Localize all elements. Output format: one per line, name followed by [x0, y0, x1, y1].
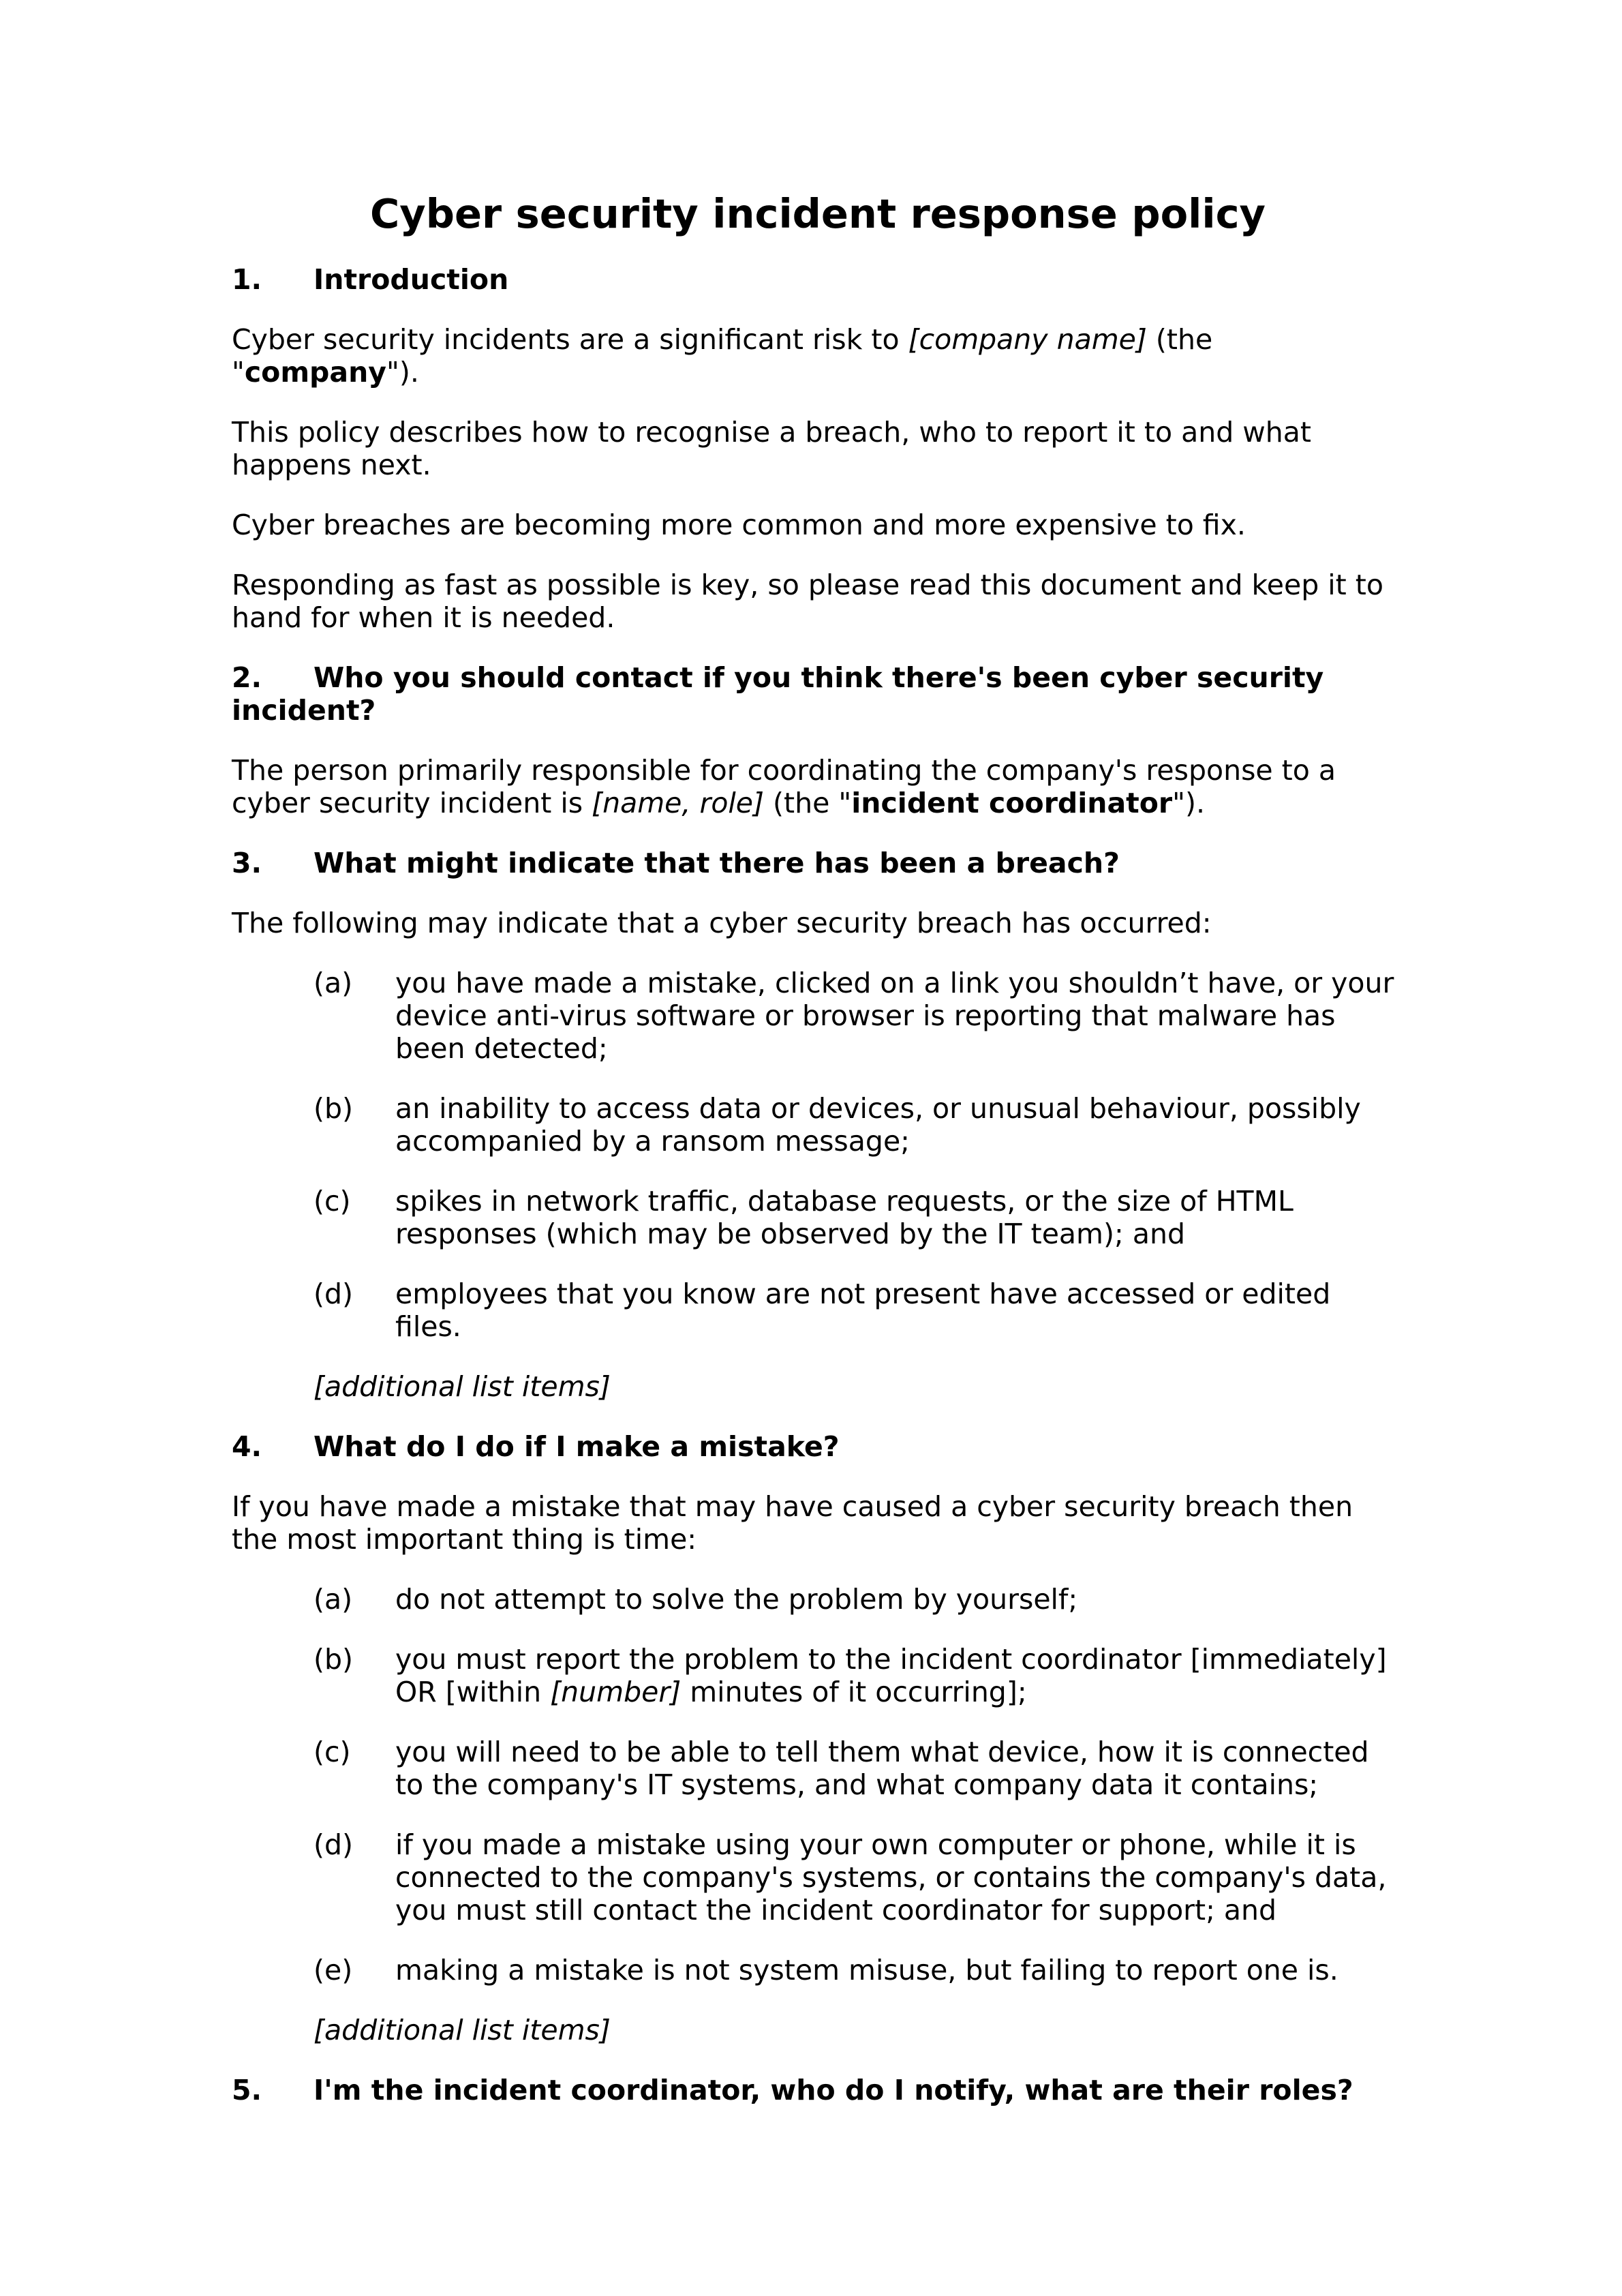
placeholder-text: [number] — [550, 1676, 682, 1708]
section-heading-3 — [232, 847, 1404, 879]
paragraph — [232, 754, 1404, 819]
placeholder-text: [name, role] — [592, 787, 765, 819]
list-item-text: employees that you know are not present have accessed or edited files. — [395, 1278, 1331, 1343]
text-run: minutes of it occurring]; — [681, 1676, 1027, 1708]
section-number: 5. — [232, 2074, 262, 2106]
additional-items-placeholder: [additional list items] — [313, 1370, 611, 1403]
section-heading-1 — [232, 263, 1404, 296]
list-marker: (d) — [313, 1278, 354, 1310]
paragraph: If you have made a mistake that may have caused a cyber security breach then the most important thing is time: — [232, 1490, 1353, 1556]
list-item — [313, 1185, 1404, 1250]
section-title: Introduction — [313, 263, 509, 296]
list-item-text: you will need to be able to tell them what device, how it is connected to the company's IT systems, and what company data it contains; — [395, 1736, 1369, 1801]
section-number: 1. — [232, 263, 262, 296]
list-marker: (b) — [313, 1092, 354, 1125]
list-item — [313, 1643, 1404, 1708]
text-run: (the " — [232, 323, 1213, 389]
section-number: 4. — [232, 1430, 262, 1463]
list-item-text — [395, 1643, 1404, 1708]
list-marker: (b) — [313, 1643, 354, 1676]
list-item — [313, 1278, 1404, 1343]
list-marker: (c) — [313, 1185, 351, 1218]
section-heading-4 — [232, 1430, 1404, 1463]
defined-term: company — [244, 356, 386, 389]
text-run: "). — [1172, 787, 1206, 819]
list-item-text: spikes in network traffic, database requests, or the size of HTML responses (which may be observed by the IT team); and — [395, 1185, 1294, 1250]
paragraph: Responding as fast as possible is key, so please read this document and keep it to hand for when it is needed. — [232, 569, 1383, 634]
list-item-text: making a mistake is not system misuse, but failing to report one is. — [395, 1954, 1338, 1987]
list-item — [313, 967, 1404, 1065]
paragraph: Cyber breaches are becoming more common and more expensive to fix. — [232, 509, 1246, 541]
list-item-text: an inability to access data or devices, or unusual behaviour, possibly accompanied by a ransom message; — [395, 1092, 1361, 1158]
list-item — [313, 1828, 1404, 1927]
paragraph — [232, 323, 1404, 389]
list-item-text: do not attempt to solve the problem by yourself; — [395, 1583, 1078, 1616]
text-run: (the " — [764, 787, 852, 819]
list-item-text: you have made a mistake, clicked on a link you shouldn’t have, or your device anti-virus software or browser is reporting that malware has been detected; — [395, 967, 1394, 1065]
placeholder-text: [company name] — [908, 323, 1147, 356]
list-marker: (a) — [313, 967, 353, 999]
list-item — [313, 1736, 1404, 1801]
section-number: 2. — [232, 661, 262, 694]
list-marker: (a) — [313, 1583, 353, 1616]
section-title: Who you should contact if you think there's been cyber security incident? — [232, 661, 1324, 727]
indicator-list — [232, 967, 1404, 1343]
paragraph: The following may indicate that a cyber security breach has occurred: — [232, 907, 1212, 939]
list-item — [313, 1583, 1404, 1616]
list-marker: (d) — [313, 1828, 354, 1861]
text-run: Cyber security incidents are a significant risk to — [232, 323, 908, 356]
list-item — [313, 1092, 1404, 1158]
defined-term: incident coordinator — [851, 787, 1173, 819]
section-title: What might indicate that there has been a breach? — [313, 847, 1120, 879]
document-title: Cyber security incident response policy — [369, 190, 1266, 237]
list-item — [313, 1954, 1404, 1987]
text-run: The person primarily responsible for coordinating the company's response to a cyber security incident is — [232, 754, 1336, 819]
text-run: you must report the problem to the incident coordinator [immediately] OR [within — [395, 1643, 1387, 1708]
section-number: 3. — [232, 847, 262, 879]
list-item-text: if you made a mistake using your own computer or phone, while it is connected to the company's systems, or contains the company's data, you must still contact the incident coordinator for support; and — [395, 1828, 1387, 1927]
section-title: What do I do if I make a mistake? — [313, 1430, 840, 1463]
list-marker: (e) — [313, 1954, 353, 1987]
additional-items-placeholder: [additional list items] — [313, 2014, 611, 2046]
text-run: "). — [386, 356, 419, 389]
list-marker: (c) — [313, 1736, 351, 1768]
section-heading-2 — [232, 661, 1404, 727]
paragraph: This policy describes how to recognise a breach, who to report it to and what happens next. — [232, 416, 1311, 481]
section-heading-5 — [232, 2074, 1404, 2106]
document-page — [232, 184, 1404, 2134]
mistake-steps-list — [232, 1583, 1404, 1987]
section-title: I'm the incident coordinator, who do I notify, what are their roles? — [313, 2074, 1353, 2106]
